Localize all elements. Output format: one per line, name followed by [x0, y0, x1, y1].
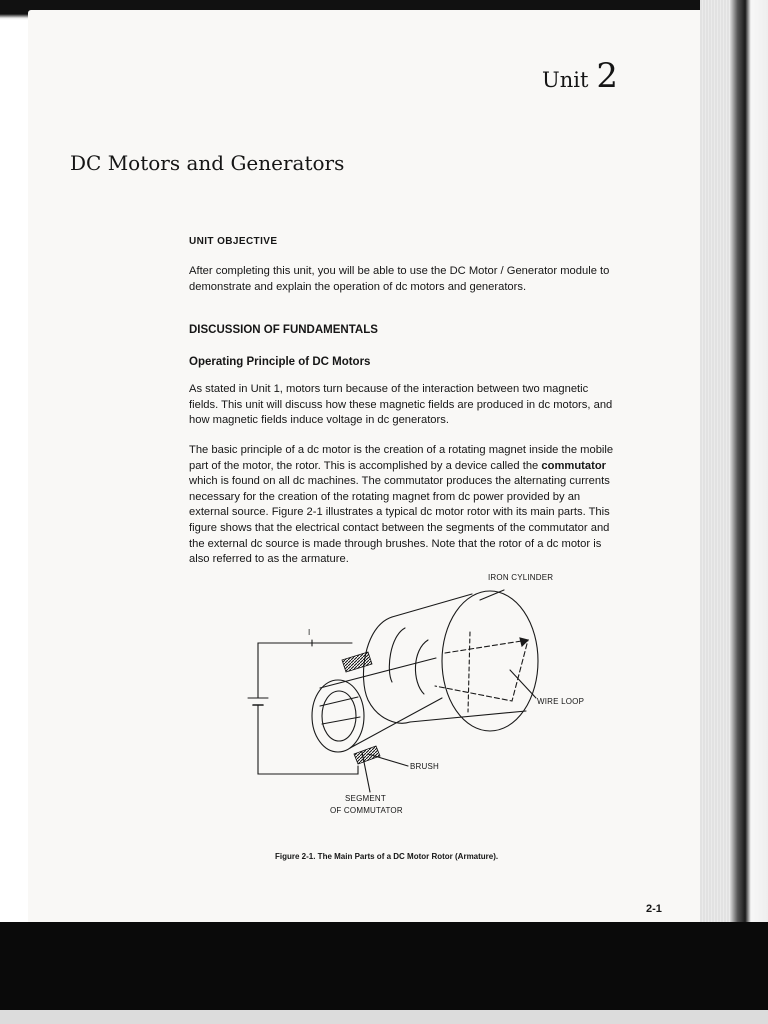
chapter-title: DC Motors and Generators — [70, 151, 345, 175]
segment-label-line1: SEGMENT — [345, 794, 386, 803]
book-spine-shadow — [730, 0, 768, 930]
unit-heading — [542, 56, 618, 96]
iron-cylinder-back-face — [442, 591, 538, 731]
scan-bottom-border — [0, 922, 768, 1024]
wire-loop — [435, 640, 528, 701]
discussion-paragraph-1: As stated in Unit 1, motors turn because of the interaction between two magnetic fields. This unit will discuss how these magnetic fields are produced in dc motors, and how magnetic fields induce voltage in dc generators. — [189, 383, 613, 427]
current-label: I — [308, 628, 311, 637]
paragraph-2-text-start: The basic principle of a dc motor is the creation of a rotating magnet inside the mobile part of the motor, the rotor. This is accomplished by a device called the — [189, 444, 614, 472]
brush-label: BRUSH — [410, 762, 440, 771]
dc-source-wire-bottom — [258, 705, 358, 774]
lower-brush — [354, 746, 380, 764]
iron-cylinder-front-edge — [363, 617, 410, 723]
rotor-diagram — [240, 570, 620, 820]
unit-word: Unit — [542, 68, 589, 92]
iron-cylinder-body — [392, 594, 526, 722]
iron-cylinder-inner-ring — [415, 640, 428, 694]
objective-heading: UNIT OBJECTIVE — [189, 236, 278, 247]
wire-loop-label: WIRE LOOP — [537, 697, 585, 706]
wire-loop-back — [468, 632, 470, 712]
unit-number: 2 — [596, 56, 619, 96]
paragraph-2-text-end: which is found on all dc machines. The commutator produces the alternating currents necessary for the creation of the rotating magnet from dc power provided by an external source. Figure 2-1 illustrates a typical dc motor rotor with its main parts. This figure shows that the electrical contact between the segments of the commutator and the external dc source is made through brushes. Note that the rotor of a dc motor is also referred to as the armature. — [189, 475, 610, 566]
brushes — [342, 652, 380, 764]
dc-source-wire-top — [258, 643, 352, 698]
commutator-split-bottom — [322, 717, 360, 724]
upper-brush — [342, 652, 372, 672]
commutator-term: commutator — [541, 459, 607, 472]
iron-cylinder-label: IRON CYLINDER — [488, 573, 554, 582]
discussion-heading: DISCUSSION OF FUNDAMENTALS — [189, 324, 378, 336]
figure-caption: Figure 2-1. The Main Parts of a DC Motor Rotor (Armature). — [275, 852, 499, 861]
shaft-top-line — [320, 658, 436, 688]
dc-motor-rotor-figure — [240, 570, 620, 820]
operating-principle-subheading: Operating Principle of DC Motors — [189, 356, 371, 368]
scan-bottom-strip — [0, 1010, 768, 1024]
objective-text: After completing this unit, you will be able to use the DC Motor / Generator module to demonstrate and explain the operation of dc motors and generators. — [189, 265, 610, 293]
discussion-paragraph-2 — [189, 443, 619, 568]
segment-label-line2: OF COMMUTATOR — [330, 806, 403, 815]
iron-cylinder-slot — [389, 628, 405, 682]
page-number: 2-1 — [646, 903, 662, 915]
